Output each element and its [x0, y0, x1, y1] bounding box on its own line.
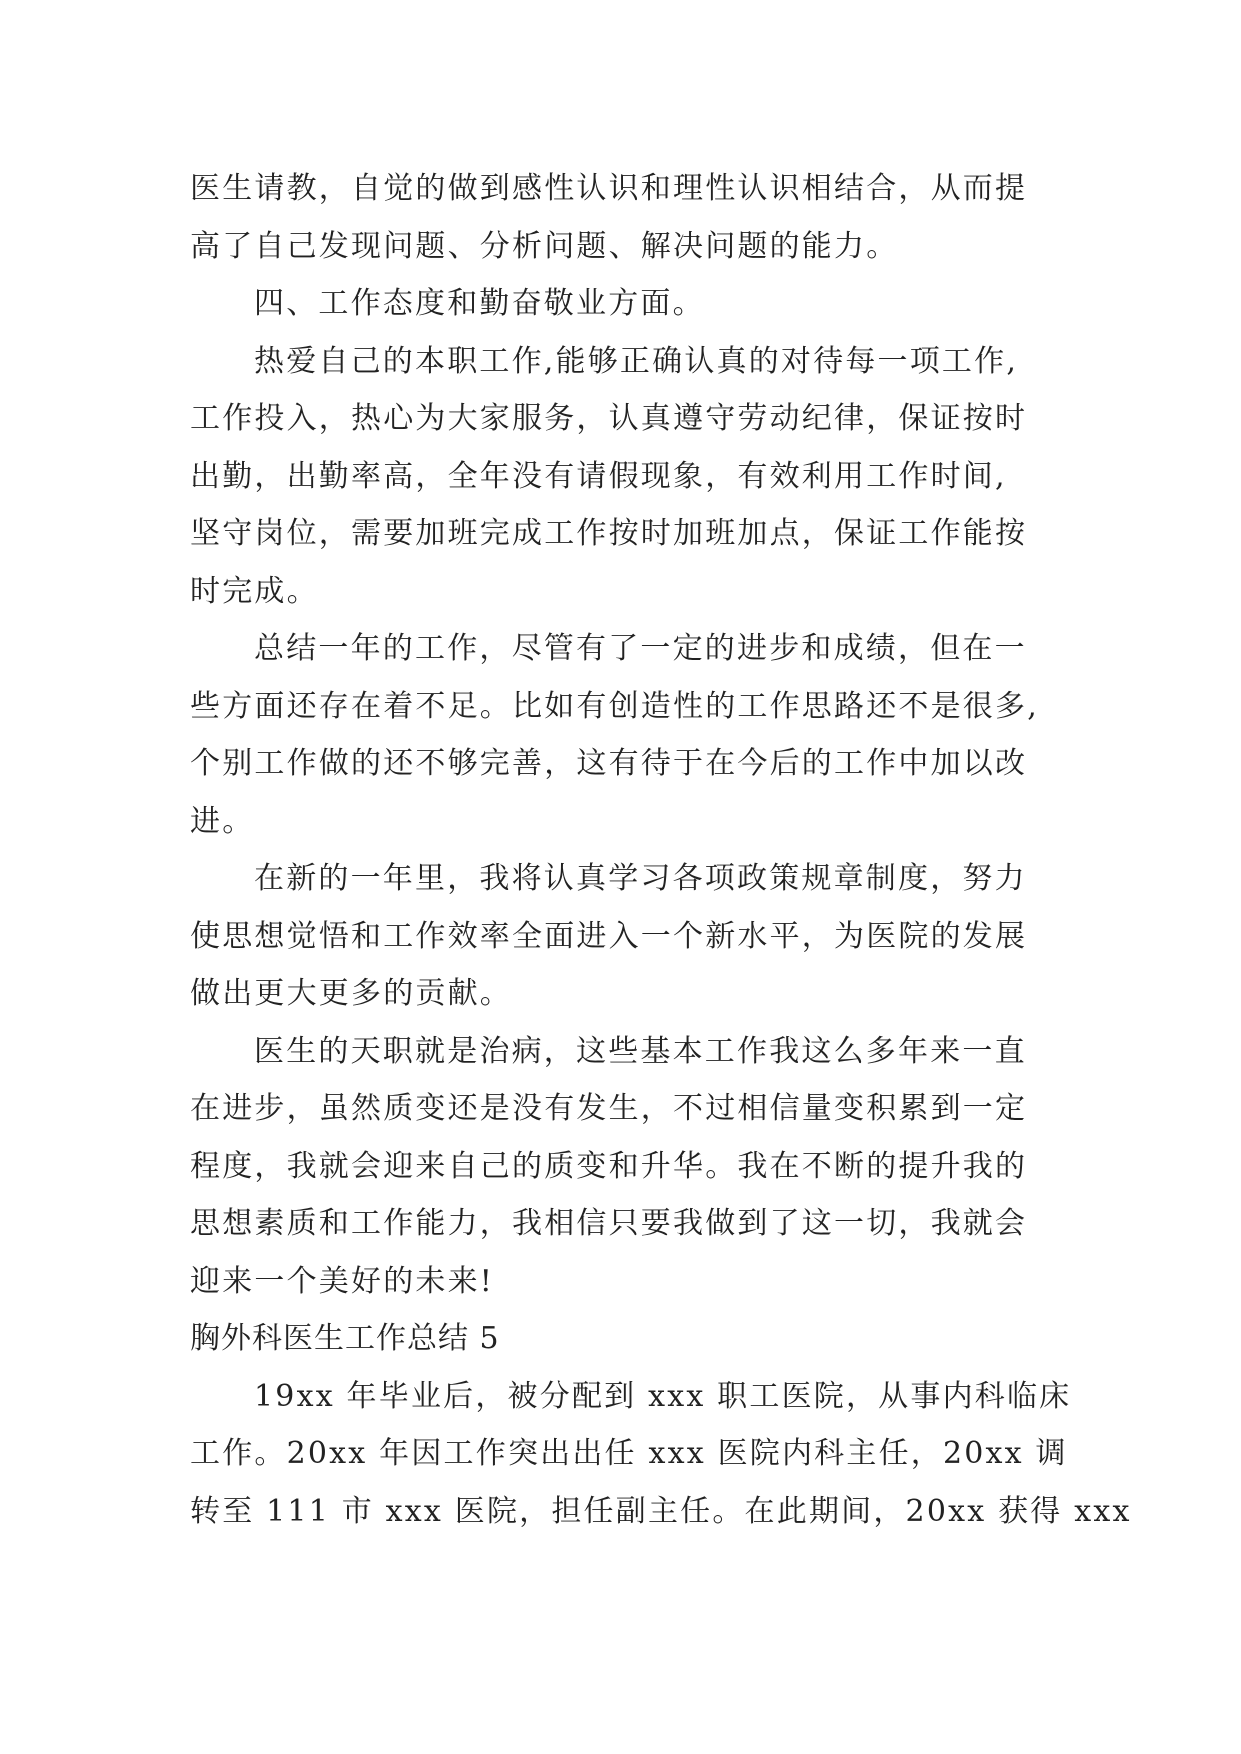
text-line: 时完成。	[190, 573, 319, 609]
text-line: 思想素质和工作能力，我相信只要我做到了这一切，我就会	[190, 1206, 1028, 1241]
text-line: 总结一年的工作，尽管有了一定的进步和成绩，但在一	[254, 631, 1027, 666]
text-line: 工作投入，热心为大家服务，认真遵守劳动纪律，保证按时	[190, 401, 1028, 436]
text-line: 医生请教，自觉的做到感性认识和理性认识相结合，从而提	[190, 171, 1028, 206]
section-heading-four: 四、工作态度和勤奋敬业方面。	[254, 286, 705, 321]
text-line: 热爱自己的本职工作,能够正确认真的对待每一项工作,	[254, 343, 1019, 379]
document-body	[190, 160, 1132, 1540]
text-line: 些方面还存在着不足。比如有创造性的工作思路还不是很多,	[190, 688, 1039, 724]
text-line: 程度，我就会迎来自己的质变和升华。我在不断的提升我的	[190, 1148, 1028, 1184]
text-line: 进。	[190, 803, 255, 839]
text-line: 在进步，虽然质变还是没有发生，不过相信量变积累到一定	[190, 1091, 1028, 1126]
section-title: 胸外科医生工作总结 5	[190, 1321, 500, 1356]
text-line: 工作。20xx 年因工作突出出任 xxx 医院内科主任，20xx 调	[190, 1436, 1068, 1471]
text-line: 坚守岗位，需要加班完成工作按时加班加点，保证工作能按	[190, 516, 1028, 551]
text-line: 在新的一年里，我将认真学习各项政策规章制度，努力	[254, 861, 1027, 896]
text-line: 做出更大更多的贡献。	[190, 976, 512, 1011]
text-line: 19xx 年毕业后，被分配到 xxx 职工医院，从事内科临床	[254, 1378, 1072, 1414]
text-line: 转至 111 市 xxx 医院，担任副主任。在此期间，20xx 获得 xxx	[190, 1493, 1132, 1529]
text-line: 个别工作做的还不够完善，这有待于在今后的工作中加以改	[190, 746, 1028, 781]
text-line: 高了自己发现问题、分析问题、解决问题的能力。	[190, 228, 899, 264]
text-line: 使思想觉悟和工作效率全面进入一个新水平，为医院的发展	[190, 918, 1028, 954]
text-line: 医生的天职就是治病，这些基本工作我这么多年来一直	[254, 1033, 1027, 1069]
text-line: 迎来一个美好的未来!	[190, 1263, 495, 1299]
text-line: 出勤，出勤率高，全年没有请假现象，有效利用工作时间,	[190, 458, 1007, 494]
